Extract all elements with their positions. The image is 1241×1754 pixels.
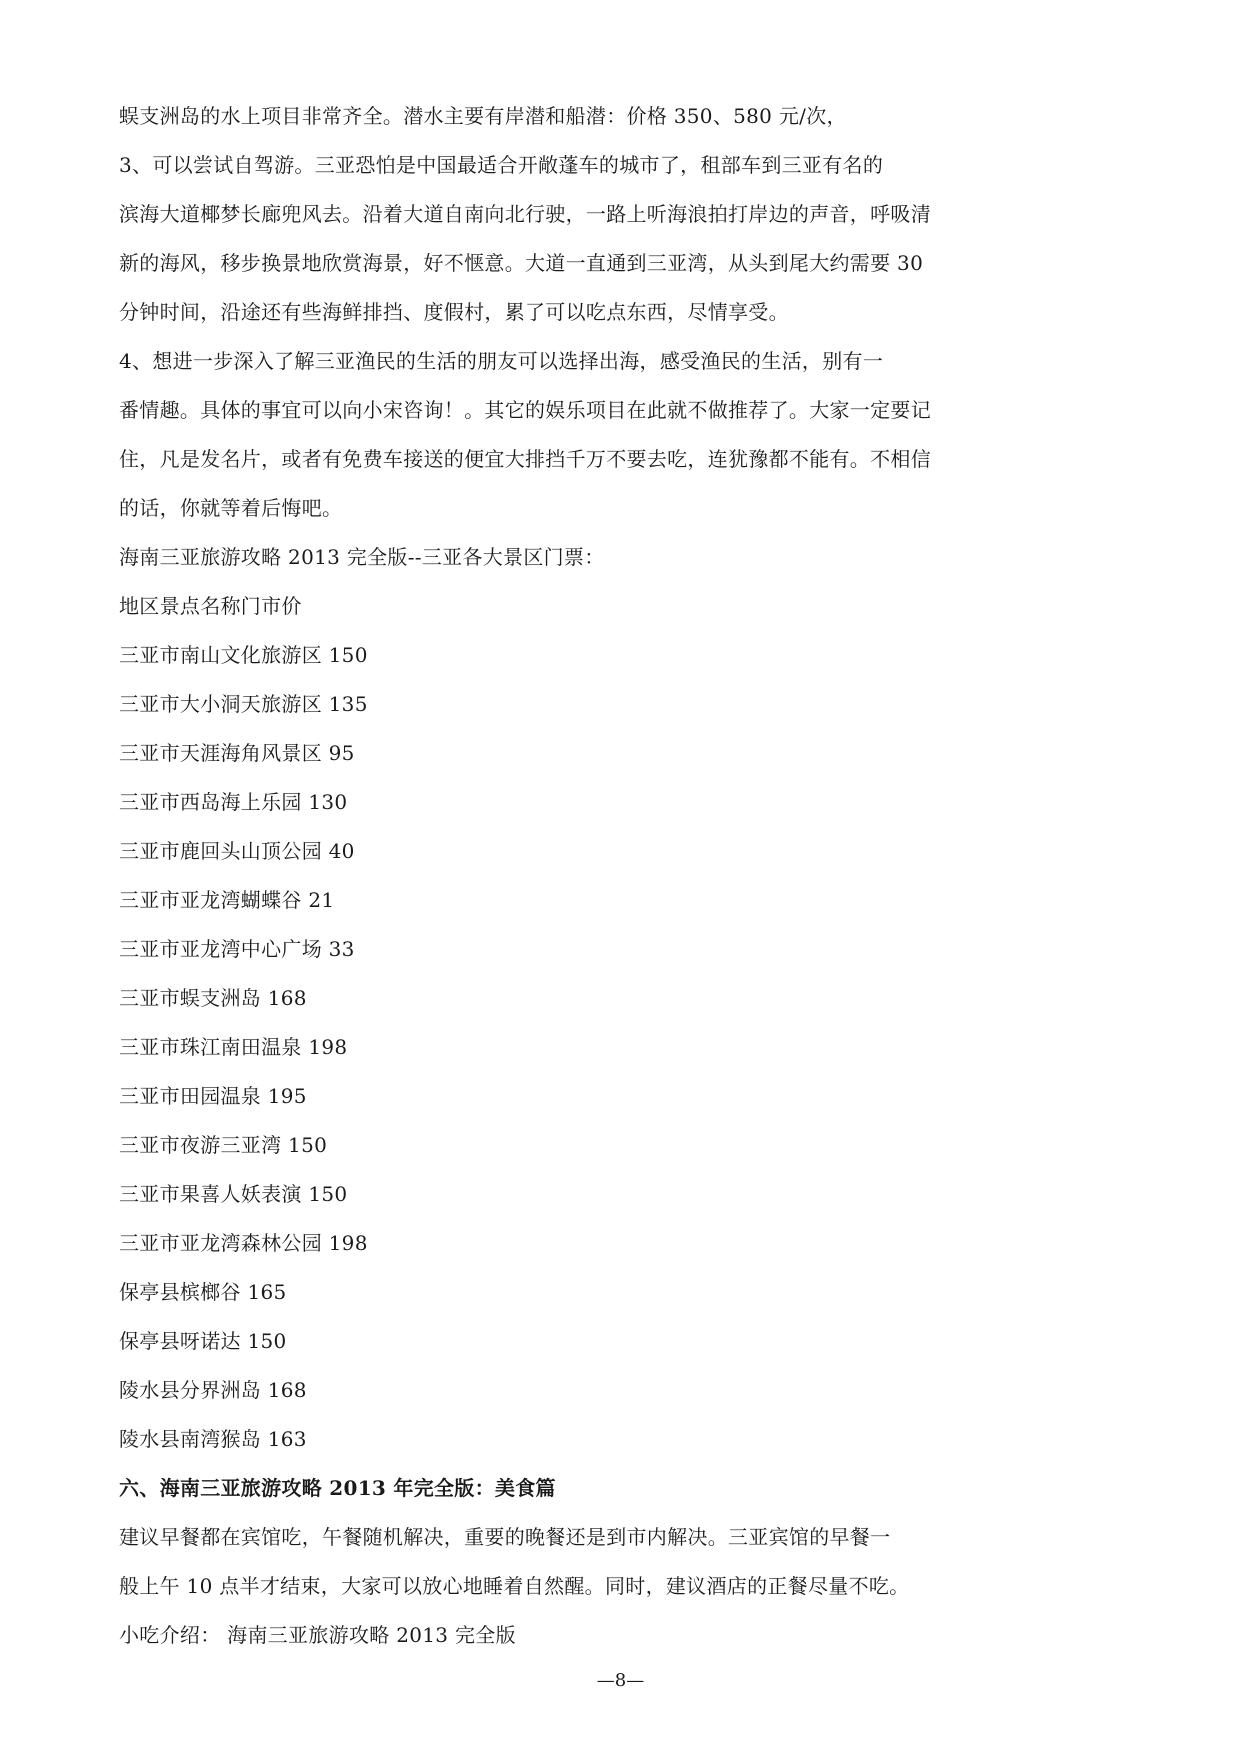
text-line: 建议早餐都在宾馆吃，午餐随机解决，重要的晚餐还是到市内解决。三亚宾馆的早餐一: [119, 1525, 891, 1549]
text-line: 三亚市鹿回头山顶公园 40: [119, 839, 355, 863]
text-line: 三亚市田园温泉 195: [119, 1084, 307, 1108]
text-line: 新的海风，移步换景地欣赏海景，好不惬意。大道一直通到三亚湾，从头到尾大约需要 30: [119, 251, 924, 275]
page-number: —8—: [596, 1670, 645, 1691]
text-line: 地区景点名称门市价: [119, 594, 302, 618]
text-line: 陵水县南湾猴岛 163: [119, 1427, 307, 1451]
text-line: 三亚市大小洞天旅游区 135: [119, 692, 368, 716]
text-line: 小吃介绍： 海南三亚旅游攻略 2013 完全版: [119, 1623, 516, 1647]
text-line: 三亚市蜈支洲岛 168: [119, 986, 307, 1010]
text-line: 住，凡是发名片，或者有免费车接送的便宜大排挡千万不要去吃，连犹豫都不能有。不相信: [119, 447, 931, 471]
text-line: 般上午 10 点半才结束，大家可以放心地睡着自然醒。同时，建议酒店的正餐尽量不吃。: [119, 1574, 910, 1598]
document-body: [119, 92, 1119, 1660]
text-line: 海南三亚旅游攻略 2013 完全版--三亚各大景区门票：: [119, 545, 605, 569]
text-line: 三亚市果喜人妖表演 150: [119, 1182, 348, 1206]
text-line: 保亭县槟榔谷 165: [119, 1280, 287, 1304]
text-line: 三亚市天涯海角风景区 95: [119, 741, 355, 765]
text-line: 保亭县呀诺达 150: [119, 1329, 287, 1353]
text-line: 滨海大道椰梦长廊兜风去。沿着大道自南向北行驶，一路上听海浪拍打岸边的声音，呼吸清: [119, 202, 931, 226]
text-line: 三亚市西岛海上乐园 130: [119, 790, 348, 814]
text-line: 三亚市珠江南田温泉 198: [119, 1035, 348, 1059]
text-line: 分钟时间，沿途还有些海鲜排挡、度假村，累了可以吃点东西，尽情享受。: [119, 300, 789, 324]
text-line: 的话，你就等着后悔吧。: [119, 496, 343, 520]
section-heading: 六、海南三亚旅游攻略 2013 年完全版：美食篇: [119, 1476, 556, 1500]
text-line: 蜈支洲岛的水上项目非常齐全。潜水主要有岸潜和船潜：价格 350、580 元/次，: [119, 104, 847, 128]
text-line: 陵水县分界洲岛 168: [119, 1378, 307, 1402]
text-line: 4、想进一步深入了解三亚渔民的生活的朋友可以选择出海，感受渔民的生活，别有一: [119, 349, 884, 373]
text-line: 三亚市夜游三亚湾 150: [119, 1133, 328, 1157]
text-line: 番情趣。具体的事宜可以向小宋咨询！。其它的娱乐项目在此就不做推荐了。大家一定要记: [119, 398, 931, 422]
text-line: 三亚市南山文化旅游区 150: [119, 643, 368, 667]
text-line: 三亚市亚龙湾蝴蝶谷 21: [119, 888, 335, 912]
text-line: 三亚市亚龙湾中心广场 33: [119, 937, 355, 961]
text-line: 三亚市亚龙湾森林公园 198: [119, 1231, 368, 1255]
text-line: 3、可以尝试自驾游。三亚恐怕是中国最适合开敞蓬车的城市了，租部车到三亚有名的: [119, 153, 884, 177]
